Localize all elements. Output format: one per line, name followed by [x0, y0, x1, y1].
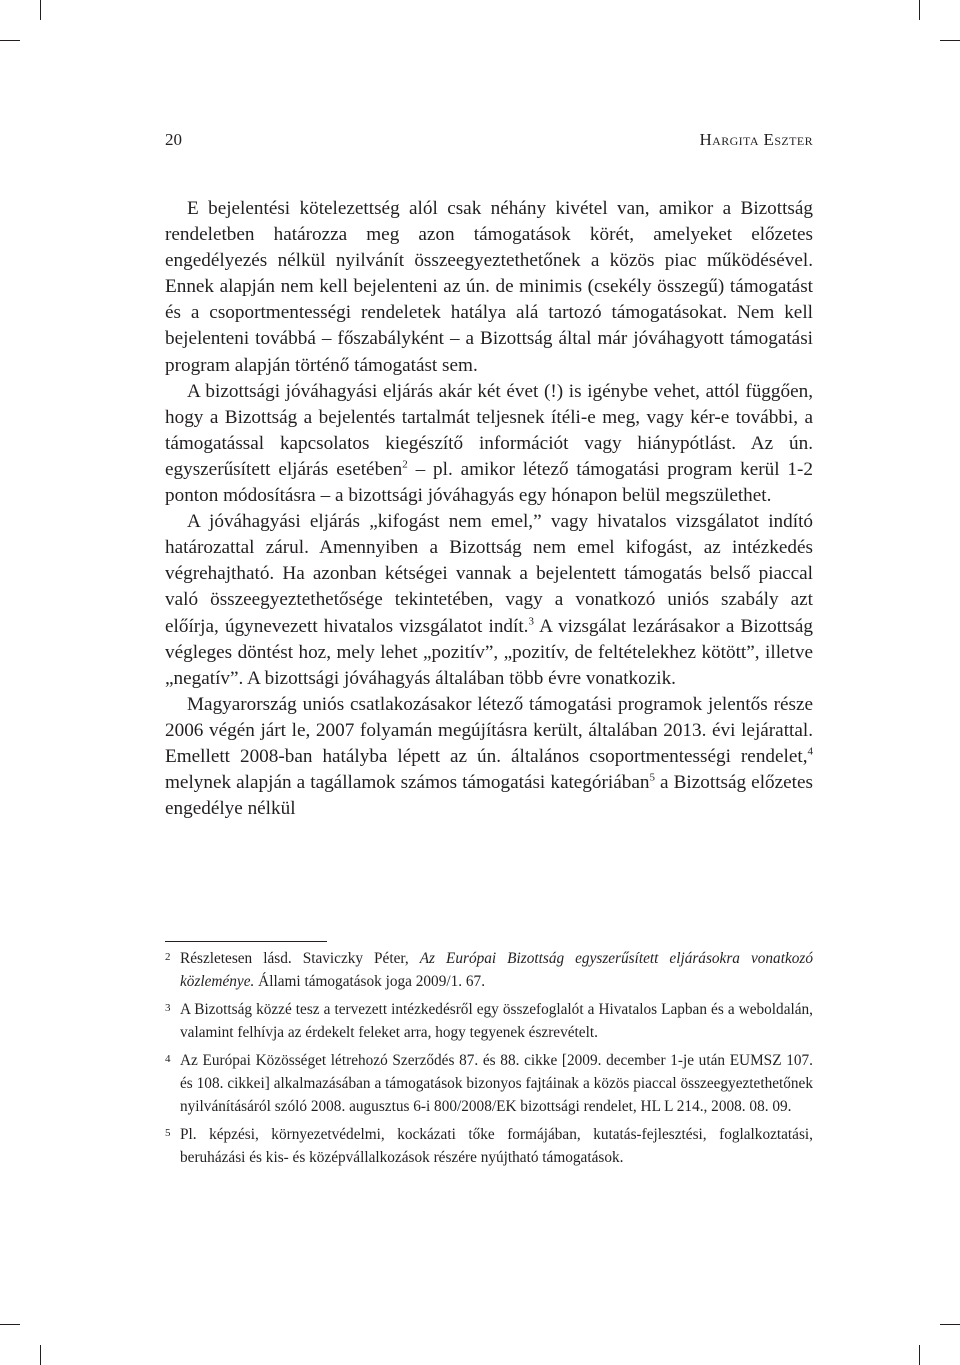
footnote-number: 3: [165, 1002, 171, 1015]
paragraph: A bizottsági jóváhagyási eljárás akár két évet (!) is igénybe vehet, attól függően, hogy a Bizottság a bejelentés tartalmát teljesnek ítéli-e meg, vagy kér-e további, a támogatással kapcsolatos kiegészítő információt vagy hiánypótlást. Az ún. egyszerűsített eljárás esetében$^2$ – pl. amikor létező támogatási program kerül 1-2 ponton módosításra – a bizottsági jóváhagyás egy hónapon belül megszülethet.: [165, 380, 813, 507]
crop-mark: [0, 1324, 20, 1325]
footnote-number: 4: [165, 1053, 171, 1066]
crop-mark: [40, 0, 41, 20]
footnote: 4 Az Európai Közösséget létrehozó Szerződés 87. és 88. cikke [2009. december 1-je után EUMSZ 107. és 108. cikkei] alkalmazásában a támogatások bizonyos fajtáinak a közös piaccal összeegyeztethetőnek nyilvánításáról szóló 2008. augusztus 6-i 800/2008/EK bizottsági rendelet, HL L 214., 2008. 08. 09.: [165, 1052, 813, 1115]
page-number: 20: [165, 130, 182, 149]
crop-mark: [919, 0, 920, 20]
footnotes: [165, 948, 813, 1175]
paragraph: E bejelentési kötelezettség alól csak néhány kivétel van, amikor a Bizottság rendeletben határozza meg azon támogatások körét, amelyeket előzetes engedélyezés nélkül nyilvánít összeegyeztethetőnek a közös piac működésével. Ennek alapján nem kell bejelenteni az ún. de minimis (csekély összegű) támogatást és a csoportmentességi rendeletek hatálya alá tartozó támogatásokat. Nem kell bejelenteni továbbá – főszabályként – a Bizottság által már jóváhagyott támogatási program alapján történő támogatást sem.: [165, 198, 813, 376]
crop-mark: [940, 40, 960, 41]
paragraph: Magyarország uniós csatlakozásakor létező támogatási programok jelentős része 2006 végén járt le, 2007 folyamán megújításra került, általában 2013. évi lejárattal. Emellett 2008-ban hatályba lépett az ún. általános csoportmentességi rendelet,$^4$ melynek alapján a tagállamok számos támogatási kategóriában$^5$ a Bizottság előzetes engedélye nélkül: [165, 693, 813, 820]
page-header: [165, 130, 813, 154]
running-head-author: Hargita Eszter: [699, 130, 813, 149]
paragraph: A jóváhagyási eljárás „kifogást nem emel,” vagy hivatalos vizsgálatot indító határozattal zárul. Amennyiben a Bizottság nem emel kifogást, az intézkedés végrehajtható. Ha azonban kétségei vannak a bejelentett támogatás belső piaccal való összeegyeztethetősége tekintetében, vagy a vonatkozó uniós szabály azt előírja, úgynevezett hivatalos vizsgálatot indít.$^3$ A vizsgálat lezárásakor a Bizottság végleges döntést hoz, mely lehet „pozitív”, „pozitív, de feltételekhez kötött”, illetve „negatív”. A bizottsági jóváhagyás általában több évre vonatkozik.: [165, 511, 814, 689]
footnote: 3 A Bizottság közzé tesz a tervezett intézkedésről egy összefoglalót a Hivatalos Lapban és a weboldalán, valamint felhívja az érdekelt feleket arra, hogy tegyenek észrevételt.: [165, 1001, 813, 1041]
footnote-number: 5: [165, 1127, 171, 1140]
footnote-ref[interactable]: 3: [528, 615, 534, 628]
footnote-ref[interactable]: 5: [649, 771, 655, 784]
main-text: [165, 196, 813, 822]
footnote-ref[interactable]: 2: [402, 458, 408, 471]
footnote: 2 Részletesen lásd. Staviczky Péter, Az Európai Bizottság egyszerűsített eljárásokra vonatkozó közleménye. Állami támogatások joga 2009/1. 67.: [165, 950, 813, 990]
crop-mark: [40, 1345, 41, 1365]
crop-mark: [919, 1345, 920, 1365]
crop-mark: [940, 1324, 960, 1325]
crop-mark: [0, 40, 20, 41]
cited-title: Az Európai Bizottság egyszerűsített eljárásokra vonatkozó közleménye.: [180, 950, 813, 990]
footnote: 5 Pl. képzési, környezetvédelmi, kockázati tőke formájában, kutatás-fejlesztési, foglalkoztatási, beruházási és kis- és középvállalkozások részére nyújtható támogatások.: [165, 1126, 813, 1166]
footnote-number: 2: [165, 951, 171, 963]
footnote-ref[interactable]: 4: [807, 745, 813, 758]
footnote-divider: [165, 941, 327, 942]
